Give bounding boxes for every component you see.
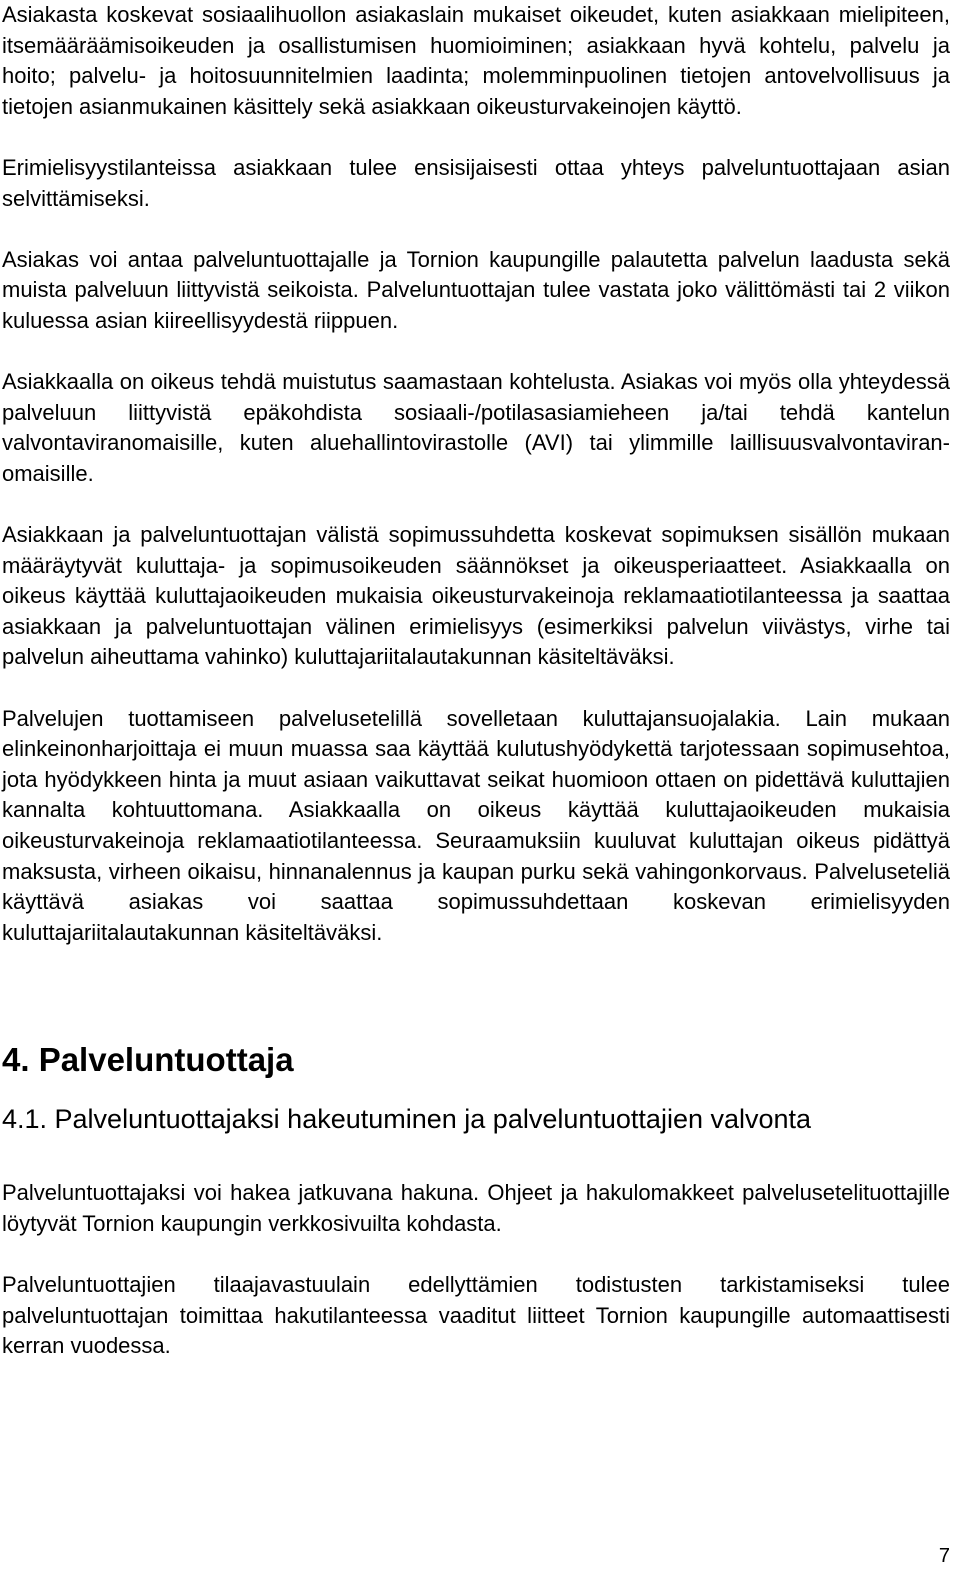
paragraph-contract-relationship: Asiakkaan ja palveluntuottajan välistä sopimussuhdetta koskevat sopimuksen sisällön mukaan määräytyvät kuluttaja- ja sopimusoikeuden säännökset ja oikeusperiaatteet. Asiakkaalla on oikeus käyttää kuluttajaoikeuden mukaisia oikeusturvakeinoja reklamaatiotilanteessa ja saattaa asiakkaan ja palveluntuottajan välinen erimielisyys (esimerkiksi palvelun viivästys, virhe tai palvelun aiheuttama vahinko) kuluttajariitalautakunnan käsiteltäväksi. xyxy=(2,522,950,670)
paragraph-feedback: Asiakas voi antaa palveluntuottajalle ja Tornion kaupungille palautetta palvelun laadusta sekä muista palveluun liittyvistä seikoista. Palveluntuottajan tulee vastata joko välittömästi tai 2 viikon kuluessa asian kiireellisyydestä riippuen. xyxy=(2,246,950,333)
paragraph-client-rights: Asiakasta koskevat sosiaalihuollon asiakaslain mukaiset oikeudet, kuten asiakkaan mielipiteen, itsemääräämisoikeuden ja osallistumisen huomioiminen; asiakkaan hyvä kohtelu, palvelu ja hoito; palvelu- ja hoitosuunnitelmien laadinta; molemminpuolinen tietojen antovelvollisuus ja tietojen asianmukainen käsittely sekä asiakkaan oikeusturvakeinojen käyttö. xyxy=(2,2,950,119)
paragraph-disagreements: Erimielisyystilanteissa asiakkaan tulee ensisijaisesti ottaa yhteys palveluntuottajaan asian selvittämiseksi. xyxy=(2,154,950,211)
subsection-heading: 4.1. Palveluntuottajaksi hakeutuminen ja palveluntuottajien valvonta xyxy=(2,1104,812,1135)
section-heading: 4. Palveluntuottaja xyxy=(2,1041,294,1079)
paragraph-complaint: Asiakkaalla on oikeus tehdä muistutus saamastaan kohtelusta. Asiakas voi myös olla yhteydessä palveluun liittyvistä epäkohdista sosiaali-/potilasasiamieheen ja/tai tehdä kantelun valvontaviranomaisille, kuten aluehallintovirastolle (AVI) tai ylimmille laillisuusvalvontaviran-omaisille. xyxy=(2,369,950,486)
page-number: 7 xyxy=(938,1545,950,1567)
paragraph-application: Palveluntuottajaksi voi hakea jatkuvana hakuna. Ohjeet ja hakulomakkeet palvelusetelituottajille löytyvät Tornion kaupungin verkkosivuilta kohdasta. xyxy=(2,1180,950,1236)
page-content xyxy=(2,0,950,1362)
paragraph-consumer-protection: Palvelujen tuottamiseen palvelusetelillä sovelletaan kuluttajansuojalakia. Lain mukaan elinkeinonharjoittaja ei muun muassa saa käyttää kulutushyödykettä tarjotessaan sopimusehtoa, jota hyödykkeen hinta ja muut asiaan vaikuttavat seikat huomioon ottaen on pidettävä kuluttajien kannalta kohtuuttomana. Asiakkaalla on oikeus käyttää kuluttajaoikeuden mukaisia oikeusturvakeinoja reklamaatiotilanteessa. Seuraamuksiin kuuluvat kuluttajan oikeus pidättyä maksusta, virheen oikaisu, hinnanalennus ja kaupan purku sekä vahingonkorvaus. Palveluseteliä käyttävä asiakas voi saattaa sopimussuhdettaan koskevan erimielisyyden kuluttajariitalautakunnan käsiteltäväksi. xyxy=(2,705,950,945)
paragraph-contractor-liability: Palveluntuottajien tilaajavastuulain edellyttämien todistusten tarkistamiseksi tulee palveluntuottajan toimittaa hakutilanteessa vaaditut liitteet Tornion kaupungille automaattisesti kerran vuodessa. xyxy=(2,1272,950,1359)
